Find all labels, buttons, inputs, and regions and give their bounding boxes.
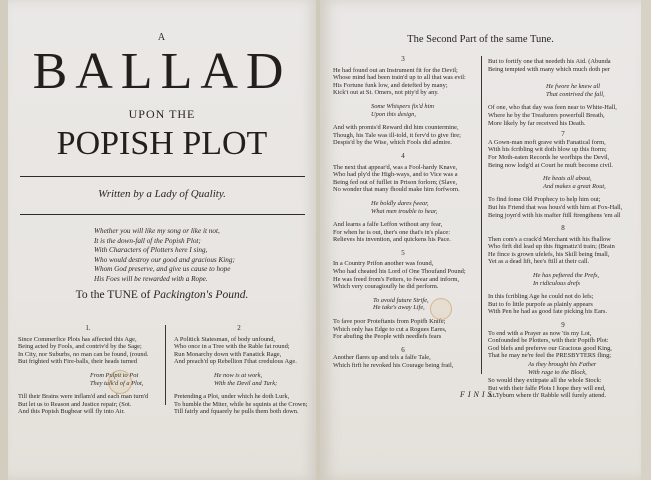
- verse-line: So would they extirpate all the whole Stock:: [488, 377, 602, 385]
- chorus-line: Upon this design,: [371, 110, 416, 118]
- verse-line: More likely by far received his Death.: [488, 119, 586, 127]
- verse-line: To find fome Old Prophecy to help him out;: [488, 196, 601, 204]
- chorus: [174, 372, 304, 387]
- chorus-line: To avoid future Strife,: [373, 296, 429, 304]
- stanza-number: 9: [561, 321, 565, 330]
- verse-line: He fince is grown ufelefs, his Skill being fmall,: [488, 250, 610, 258]
- title-upon-the: UPON THE: [128, 107, 196, 121]
- chorus: [333, 297, 473, 312]
- tune-heading: [8, 289, 316, 301]
- verse-line: Till their Brains were inflam'd and each man turn'd: [18, 393, 149, 401]
- chorus: [488, 175, 638, 190]
- verse-line: To end with a Prayer as now 'tis my Lot,: [488, 329, 592, 337]
- library-stamp: [430, 298, 452, 320]
- chorus: [333, 200, 473, 215]
- stanza-1: [18, 325, 158, 416]
- verse-line: Another flares up and tels a falfe Tale,: [333, 354, 431, 362]
- stanza-number: 3: [401, 55, 405, 63]
- right-page-left-column: [333, 56, 473, 370]
- verse-line: Who had ply'd the High-ways, and to Vice was a: [333, 171, 458, 179]
- verse-line: Till fairly and fquarely he pulls them both down.: [174, 408, 299, 416]
- chorus-line: He fwore he knew all: [546, 83, 601, 91]
- verse-line: But let us to Reason and Justice repair; (Sot.: [18, 400, 132, 408]
- verse-line: But to fo little purpofe as plainly appears: [488, 300, 593, 308]
- verse-line: He had found out an Instrument fit for the Devil;: [333, 66, 458, 74]
- stanza-number: 6: [401, 345, 405, 354]
- verse-line: A Gown-man moft grave with Fanatical form,: [488, 138, 606, 146]
- intro-line: It is the down-fall of the Popish Plot;: [94, 236, 201, 245]
- chorus-line: He has peftered the Prefs,: [533, 272, 600, 280]
- verse-line: Which firft he revoked his Courage being frail,: [333, 362, 454, 369]
- finis-mark: FINIS.: [460, 390, 500, 399]
- verse-line: Of one, who that day was feen near to White-Hall,: [488, 104, 617, 112]
- verse-line: Whose mind had been train'd up to all that was evil:: [333, 74, 466, 82]
- chorus-line: That contrived the fall,: [546, 90, 605, 98]
- title-popish-plot: POPISH PLOT: [56, 125, 268, 162]
- verse-line: Relieves his invention, and quickens his Pace.: [333, 236, 451, 244]
- left-background-edge: [0, 0, 8, 480]
- chorus-line: What men trouble to hear,: [371, 207, 438, 215]
- verse-line: And this Popish Bugbear will fly into Air.: [18, 408, 125, 416]
- verse-line: Which very couragioufly he did perform.: [333, 283, 439, 291]
- verse-line: Being fed out of fufllet in Prison forlorn; (Slave,: [333, 178, 458, 186]
- verse-line: His Fortune funk low, and detefted by many;: [333, 81, 448, 89]
- verse-line: For Moth-eaten Records he worfhips the Devil,: [488, 153, 610, 161]
- verse-line: And learns a falfe Leffon without any fear,: [333, 221, 443, 229]
- verse-line: Since Commerfice Plots has affected this Age,: [18, 335, 137, 343]
- library-stamp: [108, 370, 132, 394]
- verse-line: With Pen he had as good fate picking his Ears.: [488, 308, 608, 316]
- verse-line: A Politick Statesman, of body unfound,: [174, 335, 276, 343]
- intro-line: Who would destroy our good and gracious King;: [94, 255, 235, 264]
- column-divider: [165, 325, 166, 405]
- verse-line: But his Friend that was hous'd with him at Fox-Hall,: [488, 203, 623, 211]
- chorus-line: Some Whispers fix'd him: [371, 102, 434, 110]
- stanza-number: 4: [401, 151, 405, 160]
- chorus-line: With the Devil and Turk;: [214, 379, 278, 387]
- verse-line: Pretending a Plot, under which he doth Lurk,: [174, 393, 290, 401]
- verse-line: To fave poor Proteftants from Popifh Knife;: [333, 318, 446, 326]
- tune-name: Packington's Pound.: [153, 289, 249, 301]
- verse-line: And with promis'd Reward did him countermine,: [333, 124, 459, 132]
- verse-line: Being joyn'd with his mafter ftill ftrengthens 'em all: [488, 211, 621, 219]
- verse-line: In this fcribling Age he could not do lefs;: [488, 293, 594, 301]
- chorus: [488, 83, 638, 98]
- author-line: Written by a Lady of Quality.: [98, 188, 226, 200]
- chorus: [333, 103, 473, 118]
- verse-line: Kick't out at St. Omers, not pity'd by any.: [333, 89, 439, 97]
- chorus-line: From Pulpit to Pot: [90, 371, 139, 379]
- verse-line: But to fortify one that needeth his Aid. (Abunda: [488, 58, 611, 65]
- stanza-number: 7: [561, 130, 565, 139]
- chorus-line: He beats all about,: [543, 175, 592, 183]
- verse-line: Being acted by Fools, and contriv'd by the Sage;: [18, 343, 142, 351]
- verse-line: Which only has Edge to cut a Rogues Eares,: [333, 325, 447, 333]
- right-page-right-column: [488, 56, 638, 400]
- verse-line: Being tempted with many which much doth per: [488, 65, 610, 73]
- title-article: A: [157, 32, 167, 43]
- title-ballad: BALLAD: [32, 43, 292, 100]
- bottom-rule: [20, 214, 305, 215]
- intro-line: Whether you will like my song or like it not,: [94, 227, 220, 235]
- verse-line: Who firft did lead up this ftigmatiz'd train; (Brain: [488, 243, 615, 251]
- verse-line: With his fcribling wit doth blow up this ftorm;: [488, 146, 607, 154]
- stanza-2: [174, 324, 308, 416]
- intro-line: Whom God preserve, and give us cause to hope: [94, 265, 231, 274]
- verse-line: Run Monarchy down with Fanatick Rage,: [174, 350, 282, 358]
- right-background-edge: [641, 0, 651, 480]
- verse-line: For when he is out, ther's one that's in's place:: [333, 228, 451, 236]
- verse-line: Who had cheated his Lord of One Thoufand Pound;: [333, 268, 466, 276]
- chorus-line: And makes a great Rout,: [543, 182, 606, 190]
- column-divider: [481, 56, 482, 374]
- verse-line: And preach'd up Rebellion I'that credulous Age.: [174, 358, 297, 366]
- verse-line: Despis'd by the Wise, which Fools did admire.: [333, 139, 452, 147]
- chorus-line: They talk'd of a Plot,: [90, 379, 144, 387]
- intro-line: With Characters of Plotters here I sing,: [94, 246, 208, 255]
- verse-line: For abufing the People with needlefs fears: [333, 333, 442, 341]
- verse-line: To humble the Miter, while he squints at the Crown;: [174, 400, 308, 408]
- verse-line: God blefs and preferve our Gracious good King,: [488, 344, 612, 352]
- verse-line: Who once in a Tree with the Rable fat round;: [174, 343, 290, 351]
- stanza-number: 1.: [85, 324, 91, 332]
- verse-line: No wonder that many fhould make him forfworn.: [333, 186, 460, 194]
- chorus-line: As they brought his Father: [528, 361, 597, 368]
- stanza-number: 5: [401, 248, 405, 257]
- verse-line: Then com's a crack'd Merchant with his fhallow: [488, 235, 611, 243]
- verse-line: But frighted with Fire-balls, their heads turned: [18, 358, 138, 366]
- chorus: [18, 372, 158, 387]
- chorus-line: In ridiculous drefs: [533, 279, 580, 287]
- chorus-line: He now is at work,: [214, 371, 263, 379]
- chorus-line: He boldly dares fwear,: [371, 199, 429, 207]
- verse-line: Though, his Tale was ill-told, it ferv'd to give fire;: [333, 131, 461, 139]
- intro-line: His Foes will be rewarded with a Rope.: [94, 274, 208, 283]
- second-part-title: The Second Part of the same Tune.: [407, 34, 554, 45]
- intro-verse: [94, 227, 294, 285]
- verse-line: Being now lodg'd at Court he muft become civil.: [488, 161, 613, 169]
- chorus-line: He take's away Life,: [373, 304, 425, 312]
- verse-line: Yet as a dead lift, hee's ftill at their call.: [488, 258, 590, 266]
- verse-line: He was freed from's Fetters, to fwear and inform,: [333, 275, 460, 283]
- verse-line: But with their falfe Plots I hope they will end,: [488, 384, 606, 392]
- verse-line: In City, nor Suburbs, no man can be found, (round.: [18, 350, 149, 358]
- verse-line: Where he by the Treafurers powerfull Breath,: [488, 111, 605, 119]
- tune-prefix: To the TUNE of: [75, 289, 151, 301]
- stanza-number: 2: [237, 324, 241, 332]
- verse-line: In a Country Prifon another was found,: [333, 260, 434, 268]
- top-rule: [20, 176, 305, 177]
- chorus: [488, 272, 638, 287]
- chorus: [488, 361, 638, 376]
- verse-line: Confounded be Plotters, with their Popifh Plot:: [488, 337, 609, 345]
- chorus-line: With rage to the Block,: [528, 368, 587, 376]
- verse-line: At Tyburn where th' Rabble will furely attend.: [488, 392, 607, 400]
- verse-line: That he may ne're feel the PRESBYTERS fling;: [488, 352, 612, 360]
- stanza-number: 8: [561, 224, 565, 233]
- verse-line: The next that appear'd, was a Fool-hardy Knave,: [333, 163, 458, 171]
